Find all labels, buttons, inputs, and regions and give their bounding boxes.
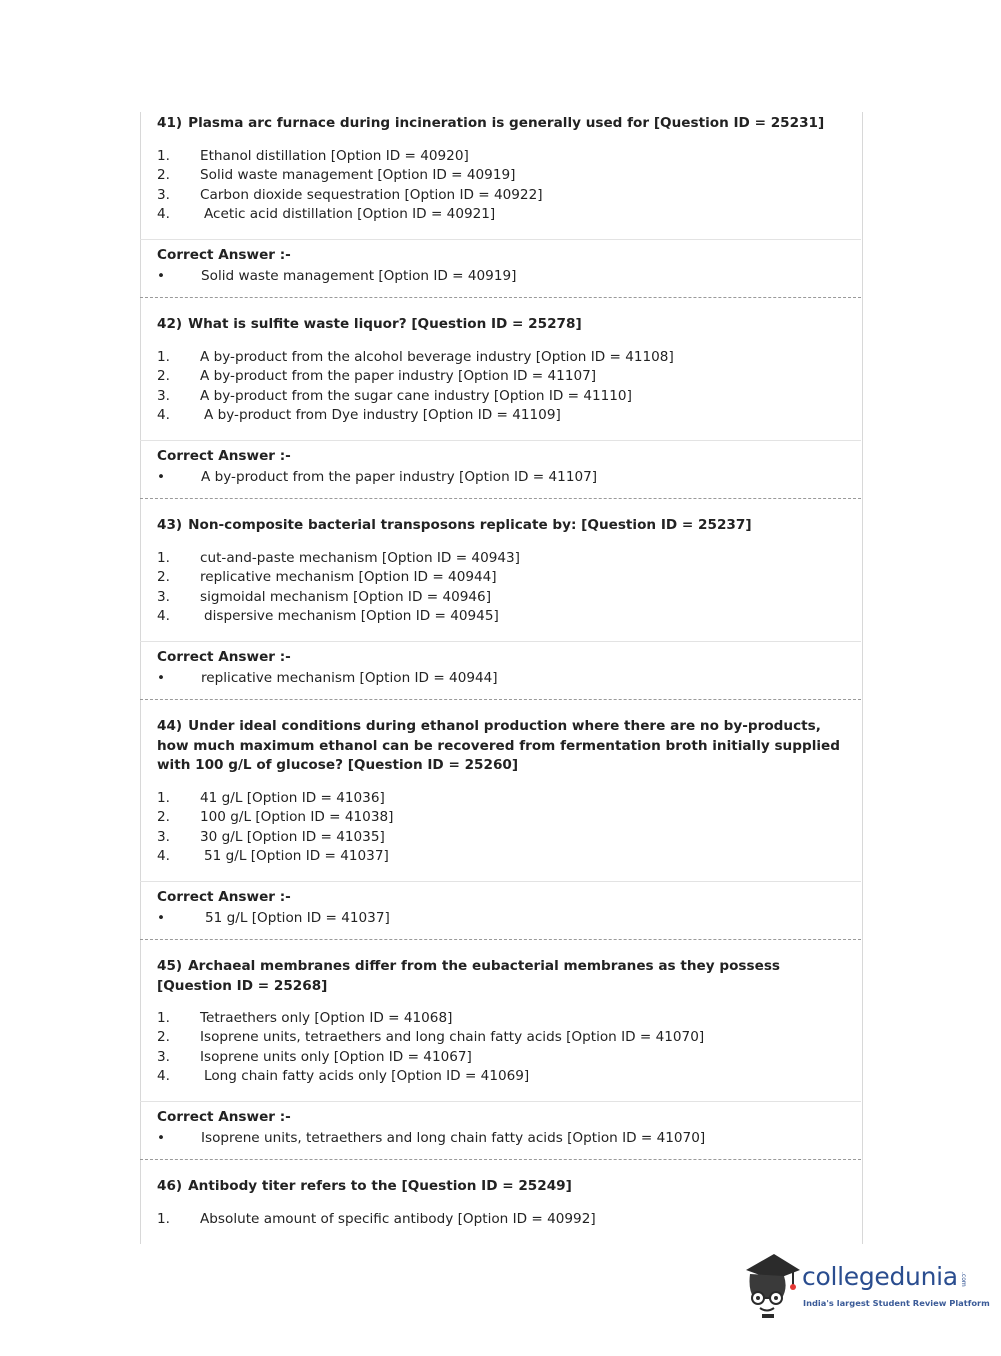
option-item: 2. Solid waste management [Option ID = 40919] [157, 167, 516, 183]
question-43-title: 43) Non-composite bacterial transposons replicate by: [Question ID = 25237] [157, 517, 752, 533]
divider [140, 440, 861, 441]
question-44-title: 44) Under ideal conditions during ethanol production where there are no by-products, how much maximum ethanol can be recovered from fermentation broth initially supplied with 100 g/L of glucose? [Question ID = 25260] [157, 718, 840, 773]
brand-tagline: India's largest Student Review Platform [803, 1298, 990, 1308]
divider [140, 641, 861, 642]
question-46-title: 46) Antibody titer refers to the [Question ID = 25249] [157, 1178, 572, 1194]
question-separator [140, 297, 861, 298]
correct-answer-label: Correct Answer :- [157, 1109, 291, 1125]
option-item: 3. A by-product from the sugar cane industry [Option ID = 41110] [157, 388, 632, 404]
option-item: 1. A by-product from the alcohol beverage industry [Option ID = 41108] [157, 349, 674, 365]
correct-answer-label: Correct Answer :- [157, 448, 291, 464]
option-item: 1. 41 g/L [Option ID = 41036] [157, 790, 385, 806]
question-42-title: 42) What is sulfite waste liquor? [Question ID = 25278] [157, 316, 582, 332]
option-item: 2. Isoprene units, tetraethers and long chain fatty acids [Option ID = 41070] [157, 1029, 705, 1045]
option-item: 1. Tetraethers only [Option ID = 41068] [157, 1010, 453, 1026]
option-item: 4. Acetic acid distillation [Option ID = 40921] [157, 206, 496, 222]
question-separator [140, 699, 861, 700]
question-separator [140, 939, 861, 940]
divider [140, 881, 861, 882]
divider [140, 1101, 861, 1102]
correct-answer-label: Correct Answer :- [157, 889, 291, 905]
option-item: 2. replicative mechanism [Option ID = 40944] [157, 569, 497, 585]
question-41-title: 41) Plasma arc furnace during incineration is generally used for [Question ID = 25231] [157, 115, 825, 131]
correct-answer: • A by-product from the paper industry [Option ID = 41107] [157, 469, 598, 485]
option-item: 1. cut-and-paste mechanism [Option ID = 40943] [157, 550, 520, 566]
option-item: 2. A by-product from the paper industry [Option ID = 41107] [157, 368, 597, 384]
option-item: 4. A by-product from Dye industry [Option ID = 41109] [157, 407, 561, 423]
option-item: 3. sigmoidal mechanism [Option ID = 40946] [157, 589, 491, 605]
option-item: 4. 51 g/L [Option ID = 41037] [157, 848, 389, 864]
question-45-title: 45) Archaeal membranes differ from the eubacterial membranes as they possess [Question ID = 25268] [157, 958, 780, 994]
question-separator [140, 1159, 861, 1160]
option-item: 3. Carbon dioxide sequestration [Option ID = 40922] [157, 187, 543, 203]
option-item: 1. Ethanol distillation [Option ID = 40920] [157, 148, 469, 164]
correct-answer-label: Correct Answer :- [157, 247, 291, 263]
brand-name: collegedunia [802, 1262, 958, 1291]
correct-answer: • 51 g/L [Option ID = 41037] [157, 910, 390, 926]
correct-answer: • replicative mechanism [Option ID = 40944] [157, 670, 498, 686]
divider [140, 239, 861, 240]
question-separator [140, 498, 861, 499]
collegedunia-logo [742, 1250, 990, 1320]
option-item: 1. Absolute amount of specific antibody [Option ID = 40992] [157, 1211, 596, 1227]
correct-answer-label: Correct Answer :- [157, 649, 291, 665]
correct-answer: • Solid waste management [Option ID = 40919] [157, 268, 517, 284]
brand-domain: .com [960, 1272, 967, 1287]
option-item: 4. dispersive mechanism [Option ID = 40945] [157, 608, 499, 624]
option-item: 3. Isoprene units only [Option ID = 41067] [157, 1049, 472, 1065]
mascot-icon [742, 1250, 804, 1320]
correct-answer: • Isoprene units, tetraethers and long chain fatty acids [Option ID = 41070] [157, 1130, 706, 1146]
option-item: 2. 100 g/L [Option ID = 41038] [157, 809, 394, 825]
option-item: 3. 30 g/L [Option ID = 41035] [157, 829, 385, 845]
option-item: 4. Long chain fatty acids only [Option ID = 41069] [157, 1068, 530, 1084]
